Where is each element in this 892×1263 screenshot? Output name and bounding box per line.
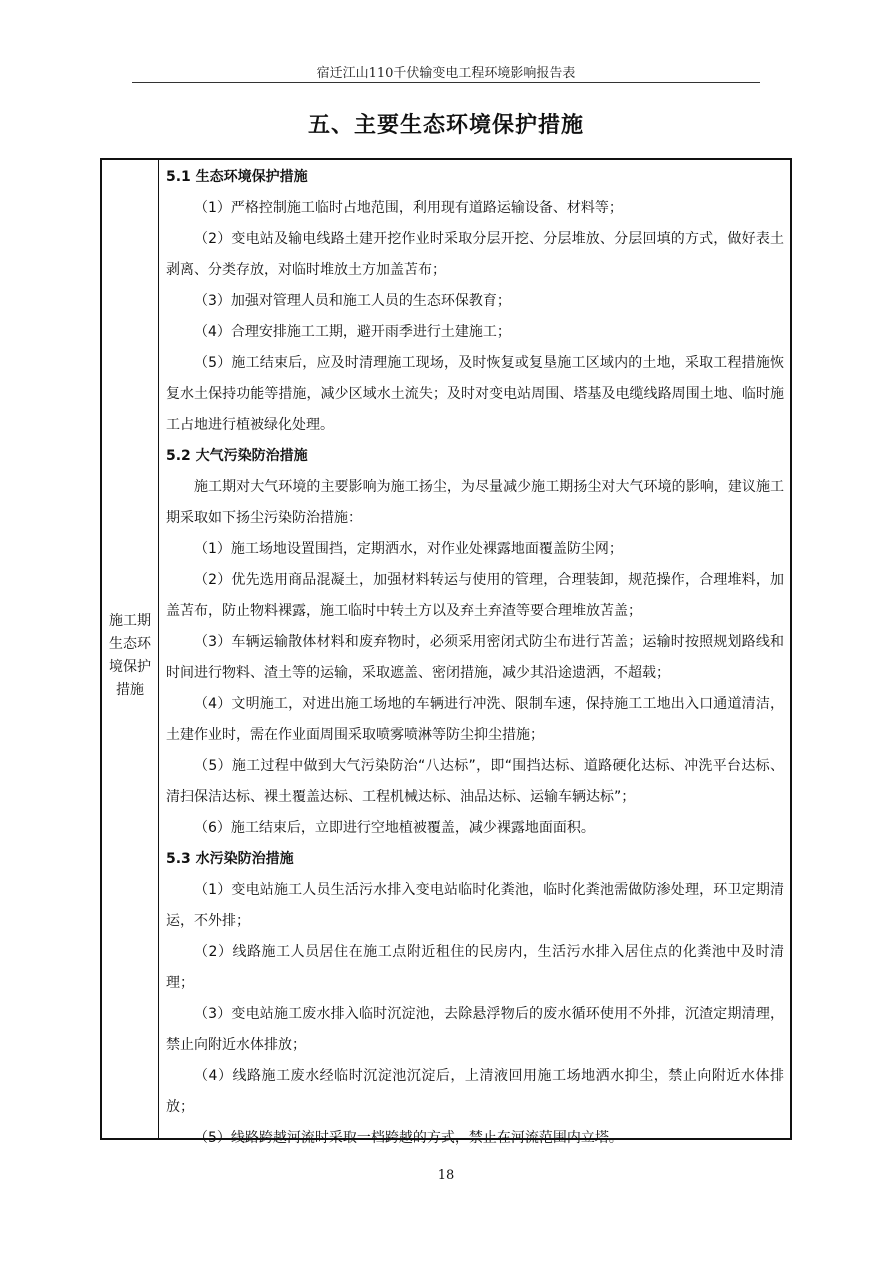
content-cell <box>166 162 784 1154</box>
section-heading: 5.1 生态环境保护措施 <box>166 169 308 185</box>
paragraph: （4）合理安排施工工期，避开雨季进行土建施工； <box>194 324 511 340</box>
paragraph: （4）线路施工废水经临时沉淀池沉淀后，上清液回用施工场地洒水抑尘，禁止向附近水体排放； <box>166 1068 784 1115</box>
section-air <box>166 441 784 844</box>
paragraph: （3）车辆运输散体材料和废弃物时，必须采用密闭式防尘布进行苫盖；运输时按照规划路线和时间进行物料、渣土等的运输，采取遮盖、密闭措施，减少其沿途遗洒，不超载； <box>166 634 784 681</box>
paragraph: （5）施工结束后，应及时清理施工现场，及时恢复或复垦施工区域内的土地，采取工程措施恢复水土保持功能等措施，减少区域水土流失；及时对变电站周围、塔基及电缆线路周围土地、临时施工占地进行植被绿化处理。 <box>166 355 784 433</box>
paragraph: （5）线路跨越河流时采取一档跨越的方式，禁止在河流范围内立塔。 <box>194 1130 623 1146</box>
paragraph: （2）优先选用商品混凝土，加强材料转运与使用的管理，合理装卸，规范操作，合理堆料，加盖苫布，防止物料裸露，施工临时中转土方以及弃土弃渣等要合理堆放苫盖； <box>166 572 784 619</box>
paragraph: （2）线路施工人员居住在施工点附近租住的民房内，生活污水排入居住点的化粪池中及时清理； <box>166 944 784 991</box>
paragraph: （3）加强对管理人员和施工人员的生态环保教育； <box>194 293 511 309</box>
page-title: 五、主要生态环境保护措施 <box>307 113 584 138</box>
category-cell <box>102 160 158 1138</box>
paragraph: 施工期对大气环境的主要影响为施工扬尘，为尽量减少施工期扬尘对大气环境的影响，建议施工期采取如下扬尘污染防治措施： <box>166 479 784 526</box>
paragraph: （1）变电站施工人员生活污水排入变电站临时化粪池，临时化粪池需做防渗处理，环卫定期清运，不外排； <box>166 882 784 929</box>
paragraph: （5）施工过程中做到大气污染防治“八达标”，即“围挡达标、道路硬化达标、冲洗平台达标、清扫保洁达标、裸土覆盖达标、工程机械达标、油品达标、运输车辆达标”； <box>166 758 784 805</box>
page-number: 18 <box>437 1168 455 1183</box>
paragraph: （1）严格控制施工临时占地范围，利用现有道路运输设备、材料等； <box>194 200 623 216</box>
running-header: 宿迁江山110千伏输变电工程环境影响报告表 <box>316 66 576 81</box>
paragraph: （4）文明施工，对进出施工场地的车辆进行冲洗、限制车速，保持施工工地出入口通道清洁，土建作业时，需在作业面周围采取喷雾喷淋等防尘抑尘措施； <box>166 696 784 743</box>
measures-table <box>100 158 792 1146</box>
section-water <box>166 844 784 1154</box>
section-heading: 5.3 水污染防治措施 <box>166 851 294 867</box>
paragraph: （6）施工结束后，立即进行空地植被覆盖，减少裸露地面面积。 <box>194 820 595 836</box>
paragraph: （3）变电站施工废水排入临时沉淀池，去除悬浮物后的废水循环使用不外排，沉渣定期清理，禁止向附近水体排放； <box>166 1006 784 1053</box>
paragraph: （2）变电站及输电线路土建开挖作业时采取分层开挖、分层堆放、分层回填的方式，做好表土剥离、分类存放，对临时堆放土方加盖苫布； <box>166 231 784 278</box>
section-heading: 5.2 大气污染防治措施 <box>166 448 308 464</box>
header-rule <box>132 82 760 83</box>
column-divider <box>158 160 159 1138</box>
section-ecology <box>166 162 784 441</box>
category-label: 施工期生态环境保护措施 <box>109 613 151 698</box>
paragraph: （1）施工场地设置围挡，定期洒水，对作业处裸露地面覆盖防尘网； <box>194 541 623 557</box>
